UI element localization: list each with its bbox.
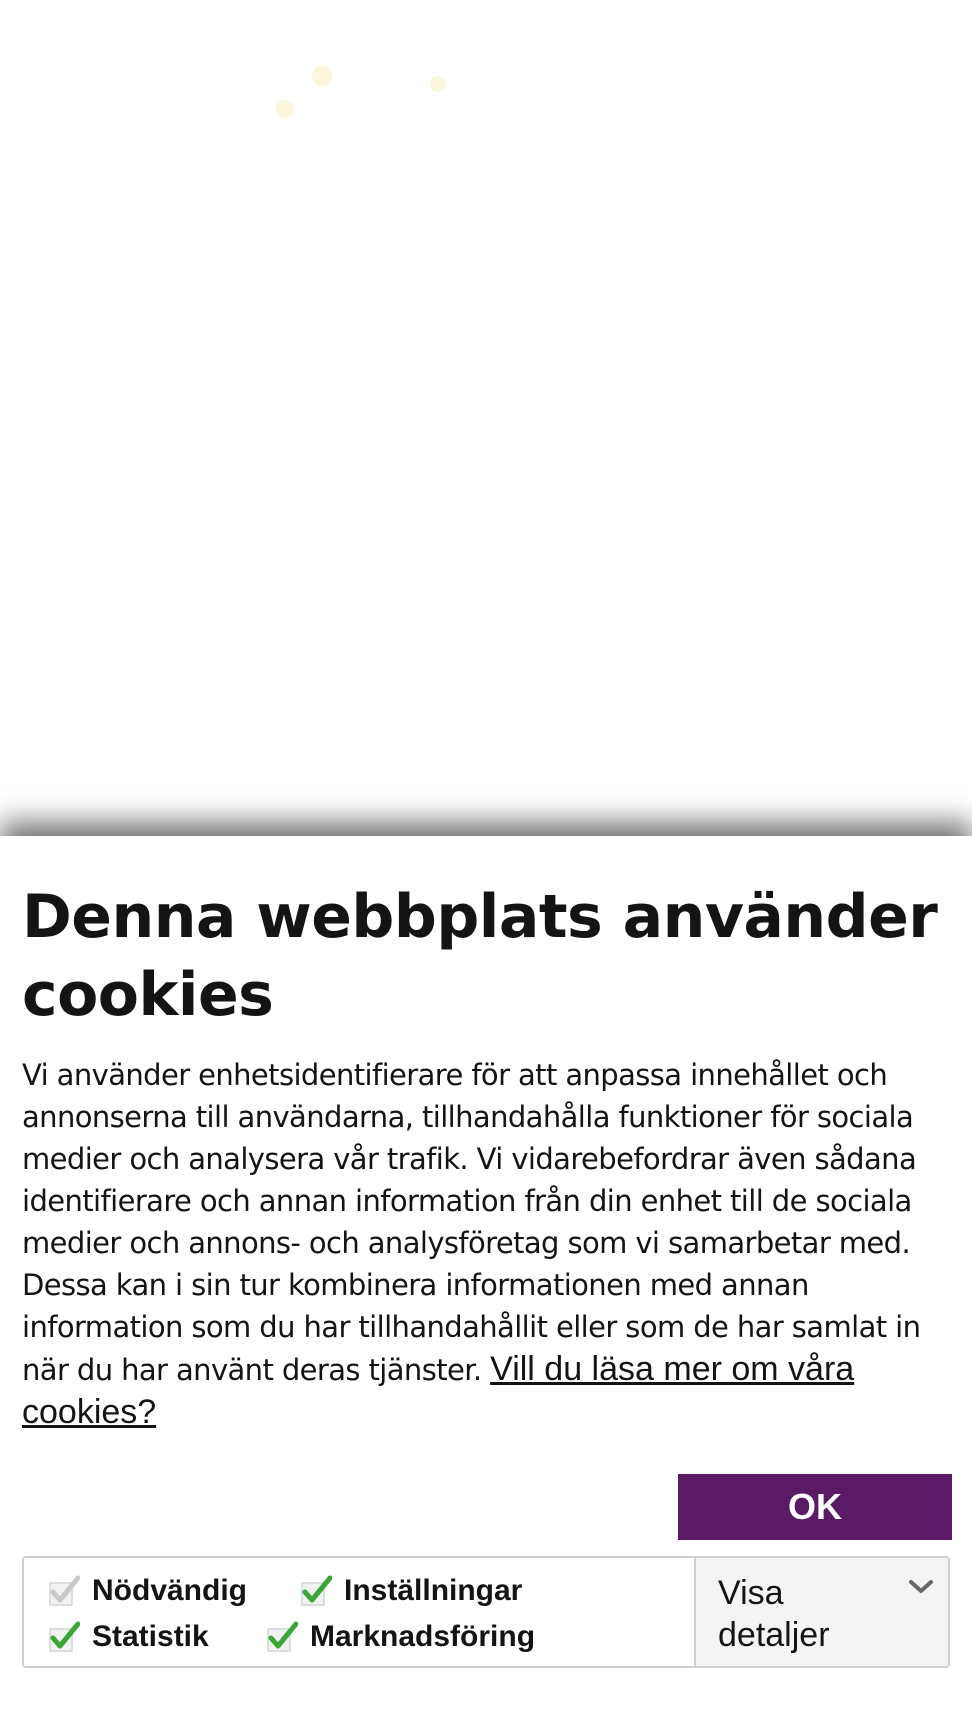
show-details-label: Visa detaljer <box>718 1574 830 1654</box>
banner-description <box>22 1054 952 1434</box>
description-text: Vi använder enhetsidentifierare för att anpassa innehållet och annonserna till användarna, tillhandahålla funktioner för sociala medier och analysera vår trafik. Vi vidarebefordrar även sådana identifierare och annan information från din enhet till de sociala medier och annons- och analysföretag som vi samarbetar med. Dessa kan i sin tur kombinera informationen med annan information som du har tillhandahållit eller som de har samlat in när du har använt deras tjänster. <box>22 1058 921 1387</box>
background-decoration <box>430 76 446 92</box>
consent-options-panel <box>22 1556 950 1668</box>
checkbox-label: Inställningar <box>344 1574 523 1607</box>
read-more-cookies-link[interactable]: Vill du läsa mer om våra cookies? <box>22 1350 855 1431</box>
checkbox-label: Nödvändig <box>92 1574 247 1607</box>
checkbox-statistics[interactable] <box>48 1620 209 1654</box>
checkbox-label: Statistik <box>92 1620 209 1653</box>
check-icon <box>300 1575 332 1607</box>
show-details-button[interactable] <box>694 1558 948 1666</box>
background-decoration <box>276 100 294 118</box>
banner-title: Denna webbplats använder cookies <box>22 882 938 1030</box>
checkbox-necessary[interactable] <box>48 1574 247 1608</box>
check-icon <box>48 1575 80 1607</box>
chevron-down-icon <box>908 1578 934 1600</box>
checkbox-preferences[interactable] <box>300 1574 522 1608</box>
check-icon <box>48 1621 80 1653</box>
check-icon <box>266 1621 298 1653</box>
checkbox-label: Marknadsföring <box>310 1620 536 1653</box>
background-decoration <box>312 66 332 86</box>
checkbox-marketing[interactable] <box>266 1620 535 1654</box>
ok-button[interactable]: OK <box>678 1474 952 1540</box>
